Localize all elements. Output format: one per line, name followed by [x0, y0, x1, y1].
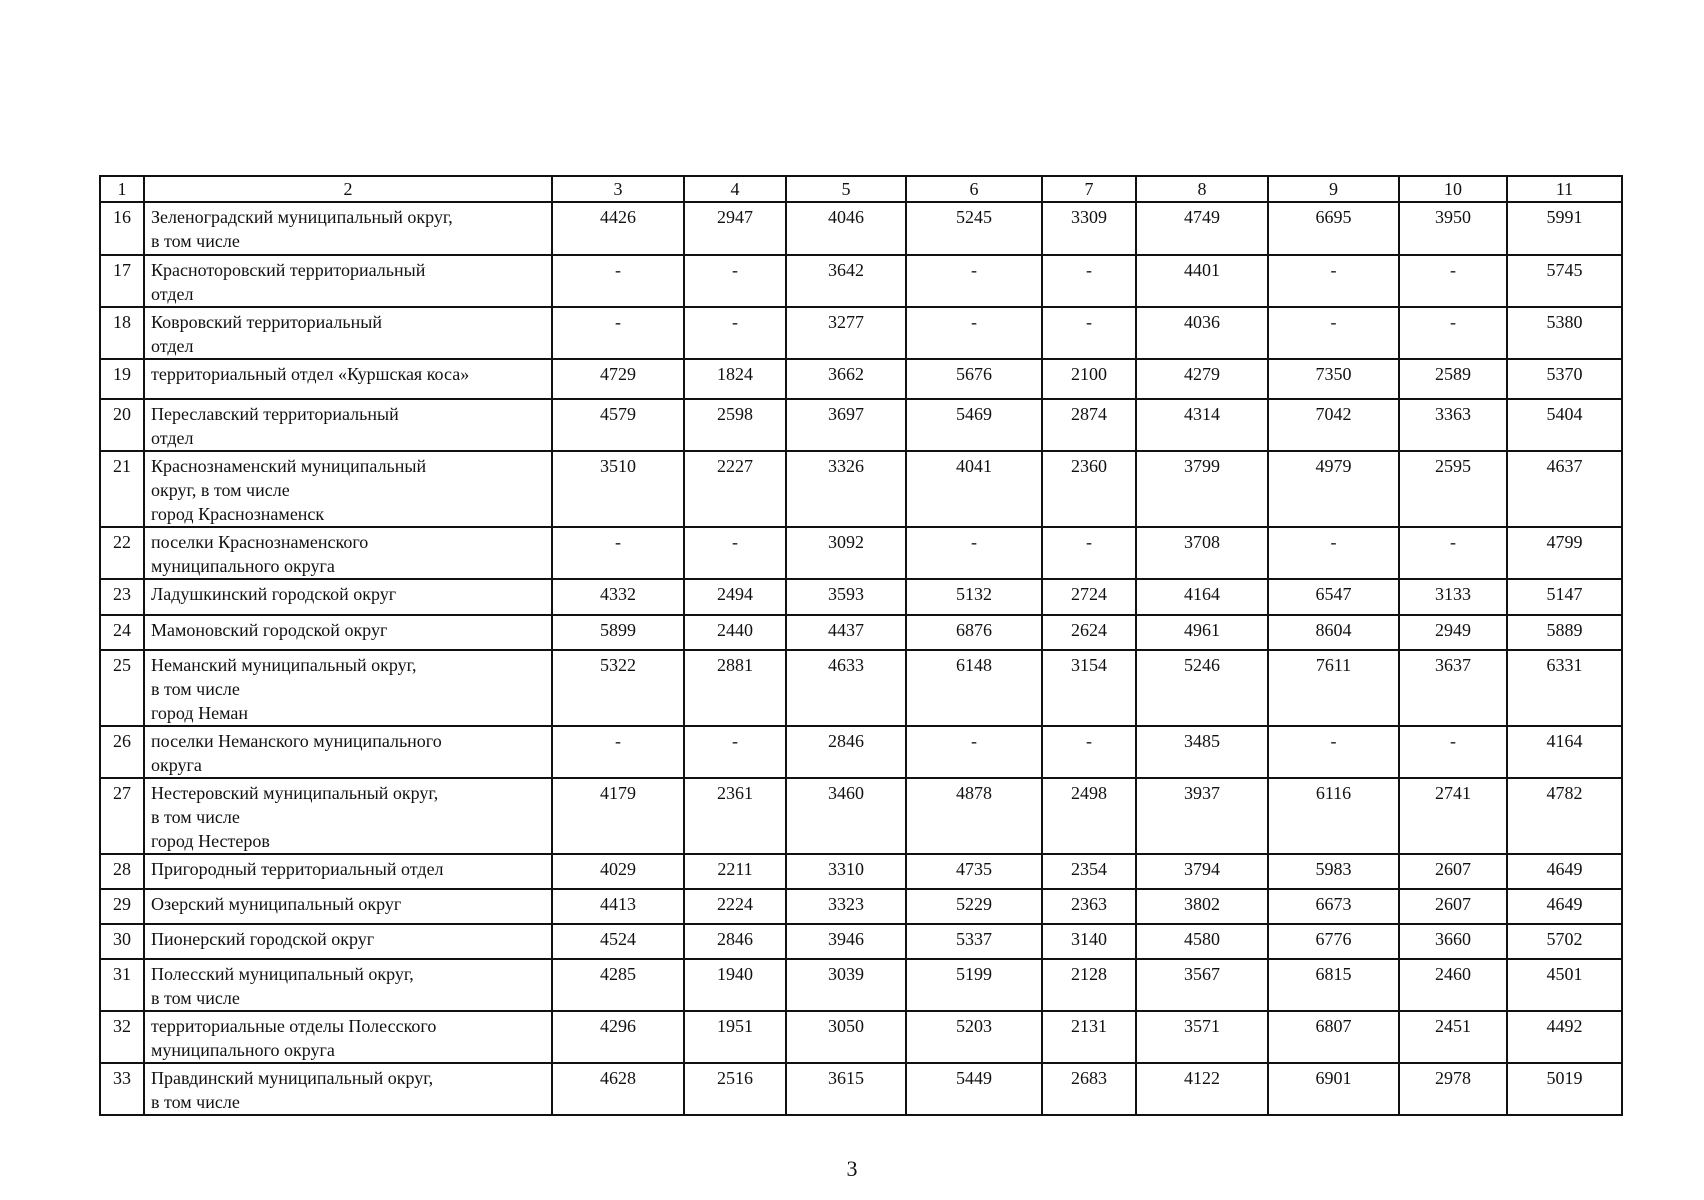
value-cell: -	[1268, 255, 1399, 307]
value-cell: 2595	[1399, 451, 1507, 527]
table-row	[100, 451, 1622, 527]
value-cell: 4296	[552, 1011, 684, 1063]
territory-name-cell	[144, 1011, 552, 1063]
territory-name-line: Ладушкинский городской округ	[151, 584, 397, 604]
value-cell: 4279	[1136, 359, 1268, 399]
table-row	[100, 1011, 1622, 1063]
value-cell: 2498	[1042, 778, 1136, 854]
value-cell: 3326	[786, 451, 906, 527]
header-cell: 2	[144, 176, 552, 202]
territory-name-line: муниципального округа	[151, 1040, 335, 1060]
value-cell: -	[552, 255, 684, 307]
territory-name-line: Краснознаменский муниципальный	[151, 456, 427, 476]
header-cell: 5	[786, 176, 906, 202]
value-cell: 6776	[1268, 924, 1399, 959]
value-cell: 6876	[906, 615, 1042, 650]
table-row	[100, 579, 1622, 615]
value-cell: 2947	[684, 202, 786, 255]
territory-name-line: Правдинский муниципальный округ,	[151, 1068, 434, 1088]
value-cell: -	[906, 726, 1042, 778]
value-cell: 5322	[552, 650, 684, 726]
header-cell: 8	[1136, 176, 1268, 202]
territory-name-line: Пригородный территориальный отдел	[151, 859, 444, 879]
value-cell: 3799	[1136, 451, 1268, 527]
value-cell: 2360	[1042, 451, 1136, 527]
value-cell: 3642	[786, 255, 906, 307]
value-cell: -	[906, 255, 1042, 307]
row-number-cell: 19	[100, 359, 144, 399]
value-cell: 5404	[1507, 399, 1622, 451]
territory-name-cell	[144, 202, 552, 255]
value-cell: 2224	[684, 889, 786, 924]
territory-name-line: город Нестеров	[151, 831, 270, 851]
table-row	[100, 889, 1622, 924]
value-cell: 3637	[1399, 650, 1507, 726]
territory-name-line: Озерский муниципальный округ	[151, 894, 402, 914]
value-cell: 4041	[906, 451, 1042, 527]
value-cell: 5147	[1507, 579, 1622, 615]
value-cell: 2978	[1399, 1063, 1507, 1115]
territory-name-line: муниципального округа	[151, 556, 335, 576]
territory-name-cell	[144, 924, 552, 959]
value-cell: 6331	[1507, 650, 1622, 726]
value-cell: 3794	[1136, 854, 1268, 889]
value-cell: 6695	[1268, 202, 1399, 255]
value-cell: 3950	[1399, 202, 1507, 255]
territory-name-cell	[144, 854, 552, 889]
value-cell: 4649	[1507, 854, 1622, 889]
value-cell: 4036	[1136, 307, 1268, 359]
value-cell: -	[552, 307, 684, 359]
territory-name-cell	[144, 399, 552, 451]
territory-name-line: территориальные отделы Полесского	[151, 1016, 437, 1036]
territory-name-cell	[144, 307, 552, 359]
row-number-cell: 18	[100, 307, 144, 359]
header-cell: 10	[1399, 176, 1507, 202]
value-cell: 5745	[1507, 255, 1622, 307]
value-cell: 5229	[906, 889, 1042, 924]
value-cell: 3937	[1136, 778, 1268, 854]
value-cell: 2451	[1399, 1011, 1507, 1063]
value-cell: 3485	[1136, 726, 1268, 778]
value-cell: 4413	[552, 889, 684, 924]
value-cell: 2607	[1399, 889, 1507, 924]
value-cell: 5199	[906, 959, 1042, 1011]
value-cell: 8604	[1268, 615, 1399, 650]
value-cell: -	[552, 726, 684, 778]
value-cell: 4782	[1507, 778, 1622, 854]
table-row	[100, 527, 1622, 579]
value-cell: 6116	[1268, 778, 1399, 854]
row-number-cell: 33	[100, 1063, 144, 1115]
value-cell: 5245	[906, 202, 1042, 255]
row-number-cell: 22	[100, 527, 144, 579]
territory-name-line: Мамоновский городской округ	[151, 620, 388, 640]
row-number-cell: 32	[100, 1011, 144, 1063]
header-cell: 9	[1268, 176, 1399, 202]
value-cell: 2100	[1042, 359, 1136, 399]
value-cell: 5370	[1507, 359, 1622, 399]
territory-name-line: в том числе	[151, 988, 240, 1008]
value-cell: -	[1042, 307, 1136, 359]
value-cell: 4524	[552, 924, 684, 959]
value-cell: 4122	[1136, 1063, 1268, 1115]
value-cell: 6807	[1268, 1011, 1399, 1063]
value-cell: 3662	[786, 359, 906, 399]
value-cell: 2354	[1042, 854, 1136, 889]
territory-name-line: Красноторовский территориальный	[151, 260, 426, 280]
value-cell: 3363	[1399, 399, 1507, 451]
value-cell: -	[684, 307, 786, 359]
territory-name-line: Ковровский территориальный	[151, 312, 382, 332]
territory-name-cell	[144, 889, 552, 924]
territory-name-line: округ, в том числе	[151, 480, 290, 500]
value-cell: 2131	[1042, 1011, 1136, 1063]
value-cell: 3510	[552, 451, 684, 527]
value-cell: 3050	[786, 1011, 906, 1063]
row-number-cell: 27	[100, 778, 144, 854]
territory-name-cell	[144, 778, 552, 854]
territory-name-line: в том числе	[151, 231, 240, 251]
row-number-cell: 26	[100, 726, 144, 778]
territory-name-cell	[144, 527, 552, 579]
territory-name-line: округа	[151, 755, 202, 775]
value-cell: 4046	[786, 202, 906, 255]
value-cell: 2741	[1399, 778, 1507, 854]
value-cell: -	[1399, 255, 1507, 307]
row-number-cell: 21	[100, 451, 144, 527]
value-cell: 2211	[684, 854, 786, 889]
value-cell: 3615	[786, 1063, 906, 1115]
value-cell: -	[684, 726, 786, 778]
value-cell: -	[684, 527, 786, 579]
value-cell: 5449	[906, 1063, 1042, 1115]
territory-name-line: Полесский муниципальный округ,	[151, 964, 414, 984]
value-cell: 2494	[684, 579, 786, 615]
territory-name-line: город Неман	[151, 703, 248, 723]
territory-name-line: Неманский муниципальный округ,	[151, 655, 417, 675]
row-number-cell: 20	[100, 399, 144, 451]
value-cell: 5019	[1507, 1063, 1622, 1115]
territory-name-cell	[144, 359, 552, 399]
value-cell: 3323	[786, 889, 906, 924]
value-cell: 4628	[552, 1063, 684, 1115]
territory-name-line: территориальный отдел «Куршская коса»	[151, 364, 470, 384]
page-number: 3	[846, 1156, 858, 1181]
value-cell: 4729	[552, 359, 684, 399]
value-cell: 3092	[786, 527, 906, 579]
territory-name-cell	[144, 1063, 552, 1115]
value-cell: 6673	[1268, 889, 1399, 924]
value-cell: 3309	[1042, 202, 1136, 255]
value-cell: 2598	[684, 399, 786, 451]
header-cell: 11	[1507, 176, 1622, 202]
table-row	[100, 399, 1622, 451]
territory-name-cell	[144, 959, 552, 1011]
table-row	[100, 959, 1622, 1011]
row-number-cell: 17	[100, 255, 144, 307]
territory-name-line: отдел	[151, 428, 194, 448]
value-cell: 1824	[684, 359, 786, 399]
value-cell: 4029	[552, 854, 684, 889]
value-cell: 6148	[906, 650, 1042, 726]
value-cell: 2227	[684, 451, 786, 527]
territory-name-line: в том числе	[151, 807, 240, 827]
value-cell: 4799	[1507, 527, 1622, 579]
value-cell: -	[906, 307, 1042, 359]
territory-name-cell	[144, 451, 552, 527]
territory-name-line: Зеленоградский муниципальный округ,	[151, 207, 453, 227]
value-cell: 2683	[1042, 1063, 1136, 1115]
value-cell: 6901	[1268, 1063, 1399, 1115]
value-cell: 7350	[1268, 359, 1399, 399]
value-cell: 2589	[1399, 359, 1507, 399]
value-cell: 4637	[1507, 451, 1622, 527]
value-cell: 6547	[1268, 579, 1399, 615]
value-cell: 2881	[684, 650, 786, 726]
territory-name-line: отдел	[151, 284, 194, 304]
value-cell: -	[906, 527, 1042, 579]
value-cell: 4749	[1136, 202, 1268, 255]
territory-name-cell	[144, 579, 552, 615]
row-number-cell: 31	[100, 959, 144, 1011]
value-cell: 2724	[1042, 579, 1136, 615]
table-row	[100, 650, 1622, 726]
table-row	[100, 615, 1622, 650]
table-header-row	[100, 176, 1622, 202]
value-cell: 5337	[906, 924, 1042, 959]
value-cell: 2516	[684, 1063, 786, 1115]
value-cell: 5132	[906, 579, 1042, 615]
value-cell: 5676	[906, 359, 1042, 399]
value-cell: 4492	[1507, 1011, 1622, 1063]
value-cell: 3133	[1399, 579, 1507, 615]
value-cell: 2363	[1042, 889, 1136, 924]
value-cell: 4735	[906, 854, 1042, 889]
value-cell: 5380	[1507, 307, 1622, 359]
value-cell: 4580	[1136, 924, 1268, 959]
value-cell: 2624	[1042, 615, 1136, 650]
value-cell: 5203	[906, 1011, 1042, 1063]
value-cell: 3946	[786, 924, 906, 959]
data-table-container	[99, 175, 1623, 1116]
territory-name-cell	[144, 726, 552, 778]
territory-name-cell	[144, 255, 552, 307]
value-cell: -	[1042, 527, 1136, 579]
value-cell: 6815	[1268, 959, 1399, 1011]
header-cell: 3	[552, 176, 684, 202]
value-cell: -	[1399, 307, 1507, 359]
value-cell: 1951	[684, 1011, 786, 1063]
value-cell: 2949	[1399, 615, 1507, 650]
value-cell: 4878	[906, 778, 1042, 854]
row-number-cell: 30	[100, 924, 144, 959]
value-cell: 2460	[1399, 959, 1507, 1011]
value-cell: -	[1268, 307, 1399, 359]
value-cell: 4164	[1507, 726, 1622, 778]
value-cell: 3708	[1136, 527, 1268, 579]
value-cell: 4633	[786, 650, 906, 726]
value-cell: -	[1399, 527, 1507, 579]
value-cell: 7042	[1268, 399, 1399, 451]
value-cell: 3571	[1136, 1011, 1268, 1063]
territory-name-line: отдел	[151, 336, 194, 356]
value-cell: 4979	[1268, 451, 1399, 527]
value-cell: 3154	[1042, 650, 1136, 726]
territory-name-line: в том числе	[151, 1092, 240, 1112]
table-row	[100, 307, 1622, 359]
value-cell: 5889	[1507, 615, 1622, 650]
value-cell: 4501	[1507, 959, 1622, 1011]
value-cell: 5702	[1507, 924, 1622, 959]
header-cell: 4	[684, 176, 786, 202]
value-cell: 4649	[1507, 889, 1622, 924]
value-cell: -	[684, 255, 786, 307]
row-number-cell: 25	[100, 650, 144, 726]
value-cell: 3660	[1399, 924, 1507, 959]
value-cell: 4179	[552, 778, 684, 854]
territory-name-line: поселки Краснознаменского	[151, 532, 369, 552]
value-cell: 4579	[552, 399, 684, 451]
value-cell: 4332	[552, 579, 684, 615]
value-cell: 3277	[786, 307, 906, 359]
row-number-cell: 23	[100, 579, 144, 615]
value-cell: 3140	[1042, 924, 1136, 959]
value-cell: 1940	[684, 959, 786, 1011]
value-cell: 3039	[786, 959, 906, 1011]
header-cell: 7	[1042, 176, 1136, 202]
value-cell: 4961	[1136, 615, 1268, 650]
value-cell: -	[1399, 726, 1507, 778]
table-row	[100, 726, 1622, 778]
value-cell: -	[1042, 726, 1136, 778]
value-cell: -	[1042, 255, 1136, 307]
value-cell: 5899	[552, 615, 684, 650]
value-cell: 2361	[684, 778, 786, 854]
value-cell: 3593	[786, 579, 906, 615]
territory-name-line: Переславский территориальный	[151, 404, 399, 424]
data-table	[99, 175, 1623, 1116]
value-cell: 2846	[684, 924, 786, 959]
value-cell: 4401	[1136, 255, 1268, 307]
value-cell: 4314	[1136, 399, 1268, 451]
value-cell: 5469	[906, 399, 1042, 451]
value-cell: 4437	[786, 615, 906, 650]
value-cell: 3460	[786, 778, 906, 854]
table-row	[100, 854, 1622, 889]
territory-name-line: поселки Неманского муниципального	[151, 731, 442, 751]
table-row	[100, 1063, 1622, 1115]
row-number-cell: 16	[100, 202, 144, 255]
value-cell: 5983	[1268, 854, 1399, 889]
territory-name-cell	[144, 615, 552, 650]
value-cell: 3802	[1136, 889, 1268, 924]
header-cell: 1	[100, 176, 144, 202]
value-cell: -	[1268, 726, 1399, 778]
value-cell: 5991	[1507, 202, 1622, 255]
row-number-cell: 29	[100, 889, 144, 924]
value-cell: 3697	[786, 399, 906, 451]
territory-name-line: город Краснознаменск	[151, 504, 325, 524]
value-cell: 7611	[1268, 650, 1399, 726]
territory-name-line: в том числе	[151, 679, 240, 699]
value-cell: 2874	[1042, 399, 1136, 451]
value-cell: 4164	[1136, 579, 1268, 615]
value-cell: 2607	[1399, 854, 1507, 889]
value-cell: 3310	[786, 854, 906, 889]
value-cell: 2846	[786, 726, 906, 778]
territory-name-line: Нестеровский муниципальный округ,	[151, 783, 439, 803]
table-row	[100, 202, 1622, 255]
header-cell: 6	[906, 176, 1042, 202]
territory-name-cell	[144, 650, 552, 726]
territory-name-line: Пионерский городской округ	[151, 929, 375, 949]
value-cell: 4285	[552, 959, 684, 1011]
table-row	[100, 359, 1622, 399]
value-cell: 3567	[1136, 959, 1268, 1011]
value-cell: 5246	[1136, 650, 1268, 726]
table-row	[100, 778, 1622, 854]
value-cell: -	[552, 527, 684, 579]
row-number-cell: 24	[100, 615, 144, 650]
value-cell: 2440	[684, 615, 786, 650]
value-cell: 2128	[1042, 959, 1136, 1011]
table-row	[100, 924, 1622, 959]
value-cell: 4426	[552, 202, 684, 255]
value-cell: -	[1268, 527, 1399, 579]
row-number-cell: 28	[100, 854, 144, 889]
table-body	[100, 202, 1622, 1115]
table-row	[100, 255, 1622, 307]
